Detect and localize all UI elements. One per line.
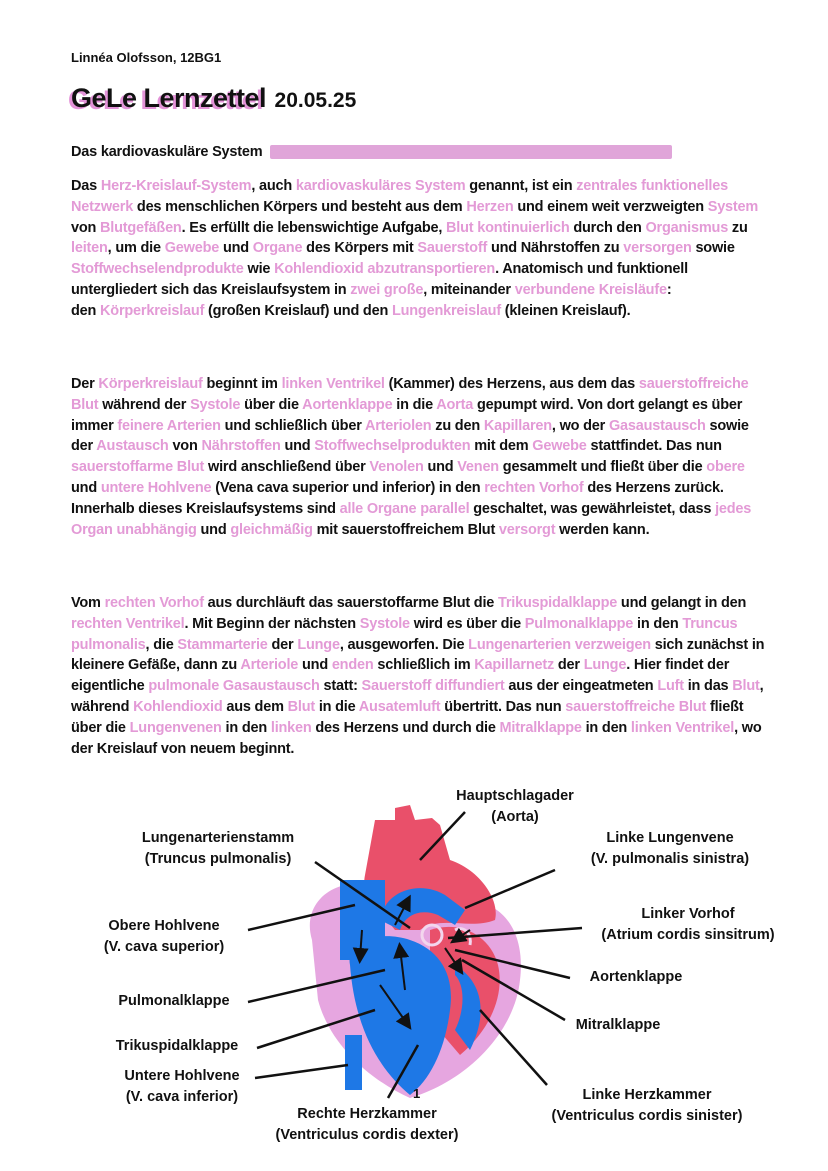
label-aorta [425, 786, 605, 828]
label-ohv-latin: (V. cava superior) [103, 939, 225, 955]
label-aortenklappe: Aortenklappe [589, 969, 683, 985]
highlighted-term: rechten Vorhof [484, 479, 584, 496]
highlighted-term: Arteriole [240, 657, 299, 674]
paragraph-1 [71, 176, 771, 322]
highlighted-term: versorgt [498, 521, 556, 538]
highlighted-term: Stammarterie [177, 636, 268, 653]
highlighted-term: Blut [287, 698, 315, 715]
highlighted-term: Lungenvenen [129, 719, 222, 736]
highlighted-term: Lunge [297, 636, 340, 653]
author-line: Linnéa Olofsson, 12BG1 [71, 50, 222, 65]
highlighted-term: Venen [457, 459, 499, 476]
label-truncus-latin: (Truncus pulmonalis) [144, 851, 292, 867]
highlighted-term: Austausch [96, 438, 169, 455]
highlighted-term: untere Hohlvene [100, 479, 212, 496]
highlighted-term: Körperkreislauf [100, 302, 205, 319]
paragraph-text: Vom rechten Vorhof aus durchläuft das sauerstoffarme Blut die Trikuspidalklappe und gelangt in den rechten Ventrikel. Mit Beginn der nächsten Systole wird es über die Pulmonalklappe in den Truncus pulmonalis, die Stammarterie der Lunge, ausgeworfen. Die Lungenarterien verzweigen sich zunächst in kleinere Gefäße, dann zu Arteriole und enden schließlich im Kapillarnetz der Lunge. Hier findet der eigentliche pulmonale Gasaustausch statt: Sauerstoff diffundiert aus der eingeatmeten Luft in das Blut, während Kohlendioxid aus dem Blut in die Ausatemluft übertritt. Das nun sauerstoffreiche Blut fließt über die Lungenvenen in den linken des Herzens und durch die Mitralklappe in den linken Ventrikel, wo der Kreislauf von neuem beginnt. [71, 595, 765, 757]
highlighted-term: Luft [657, 678, 684, 695]
heart-diagram [0, 780, 828, 1160]
highlighted-term: Nährstoffen [201, 438, 281, 455]
highlighted-term: sauerstoffarme Blut [71, 459, 205, 476]
highlighted-term: Venolen [369, 459, 424, 476]
highlighted-term: Lungenkreislauf [391, 302, 501, 319]
section-title: Das kardiovaskuläre System [71, 144, 263, 160]
section-highlight-bar [270, 145, 672, 159]
highlighted-term: Sauerstoff [417, 240, 488, 257]
highlighted-term: System [707, 198, 759, 215]
paragraph-text: Das Herz-Kreislauf-System, auch kardiovaskuläres System genannt, ist ein zentrales funktionelles Netzwerk des menschlichen Körpers und besteht aus dem Herzen und einem weit verzweigten System von Blutgefäßen. Es erfüllt die lebenswichtige Aufgabe, Blut kontinuierlich durch den Organismus zu leiten, um die Gewebe und Organe des Körpers mit Sauerstoff und Nährstoffen zu versorgen sowie Stoffwechselendprodukte wie Kohlendioxid abzutransportieren. Anatomisch und funktionell untergliedert sich das Kreislaufsystem in zwei große, miteinander verbundene Kreisläufe: den Körperkreislauf (großen Kreislauf) und den Lungenkreislauf (kleinen Kreislauf). [71, 178, 759, 319]
highlighted-term: Herz-Kreislauf-System [100, 178, 252, 194]
page-date: 20.05.25 [274, 89, 357, 112]
highlighted-term: linken Ventrikel [281, 376, 385, 392]
highlighted-term: zentrales funktionelles Netzwerk [71, 178, 728, 215]
highlighted-term: obere [706, 459, 745, 476]
label-untere-hohlvene [107, 1066, 257, 1108]
label-aorta-name: Hauptschlagader [456, 788, 574, 804]
highlighted-term: Kapillaren [483, 417, 552, 434]
label-lvorhof-name: Linker Vorhof [641, 906, 735, 922]
highlighted-term: jedes Organ unabhängig [71, 500, 752, 538]
highlighted-term: Blut [732, 678, 760, 695]
label-linker-vorhof [583, 904, 793, 946]
label-trikuspidalklappe: Trikuspidalklappe [115, 1038, 239, 1054]
highlighted-term: Gewebe [164, 240, 220, 257]
highlighted-term: Organismus [645, 219, 729, 236]
label-lungenvene [570, 828, 770, 870]
label-lhk-latin: (Ventriculus cordis sinister) [551, 1108, 743, 1124]
label-ohv-name: Obere Hohlvene [108, 918, 220, 934]
highlighted-term: gleichmäßig [230, 521, 313, 538]
highlighted-term: Systole [190, 396, 241, 413]
highlighted-term: alle Organe parallel [339, 500, 470, 517]
highlighted-term: Truncus pulmonalis [71, 615, 738, 653]
highlighted-term: Blutgefäßen [100, 219, 182, 236]
highlighted-term: feinere Arterien [117, 417, 221, 434]
highlighted-term: Systole [359, 615, 410, 632]
label-lhk-name: Linke Herzkammer [582, 1087, 712, 1103]
highlighted-term: Organe [252, 240, 303, 257]
label-mitralklappe: Mitralklappe [575, 1017, 661, 1033]
paragraph-2 [71, 374, 771, 540]
highlighted-term: Aortenklappe [302, 396, 393, 413]
paragraph-text: Der Körperkreislauf beginnt im linken Ventrikel (Kammer) des Herzens, aus dem das sauerstoffreiche Blut während der Systole über die Aortenklappe in die Aorta gepumpt wird. Von dort gelangt es über immer feinere Arterien und schließlich über Arteriolen zu den Kapillaren, wo der Gasaustausch sowie der Austausch von Nährstoffen und Stoffwechselprodukten mit dem Gewebe stattfindet. Das nun sauerstoffarme Blut wird anschließend über Venolen und Venen gesammelt und fließt über die obere und untere Hohlvene (Vena cava superior und inferior) in den rechten Vorhof des Herzens zurück. Innerhalb dieses Kreislaufsystems sind alle Organe parallel geschaltet, was gewährleistet, dass jedes Organ unabhängig und gleichmäßig mit sauerstoffreichem Blut versorgt werden kann. [71, 376, 752, 538]
label-uhv-latin: (V. cava inferior) [125, 1089, 239, 1105]
highlighted-term: sauerstoffreiche Blut [71, 376, 749, 413]
label-rechte-herzkammer [252, 1104, 482, 1146]
highlighted-term: linken Ventrikel [630, 719, 735, 736]
highlighted-term: Stoffwechselprodukten [314, 438, 471, 455]
highlighted-term: Lungenarterien verzweigen [468, 636, 651, 653]
highlighted-term: Gewebe [532, 438, 587, 455]
label-lungenvene-name: Linke Lungenvene [606, 830, 734, 846]
title-row [71, 83, 356, 114]
highlighted-term: rechten Vorhof [104, 595, 204, 611]
highlighted-term: rechten Ventrikel [71, 615, 185, 632]
label-rhk-latin: (Ventriculus cordis dexter) [275, 1127, 459, 1143]
label-uhv-name: Untere Hohlvene [124, 1068, 240, 1084]
highlighted-term: verbundene Kreisläufe [514, 281, 667, 298]
highlighted-term: linken [270, 719, 312, 736]
section-header [71, 144, 672, 160]
label-aorta-latin: (Aorta) [491, 809, 539, 825]
highlighted-term: Pulmonalklappe [524, 615, 634, 632]
highlighted-term: Aorta [436, 396, 474, 413]
highlighted-term: versorgen [623, 240, 692, 257]
label-truncus-name: Lungenarterienstamm [141, 830, 295, 846]
highlighted-term: Kohlendioxid [133, 698, 223, 715]
highlighted-term: Blut kontinuierlich [446, 219, 570, 236]
highlighted-term: Trikuspidalklappe [498, 595, 618, 611]
highlighted-term: leiten [71, 240, 108, 257]
highlighted-term: Mitralklappe [499, 719, 582, 736]
highlighted-term: Sauerstoff diffundiert [361, 678, 505, 695]
highlighted-term: sauerstoffreiche Blut [565, 698, 707, 715]
label-linke-herzkammer [530, 1085, 764, 1127]
highlighted-term: Stoffwechselendprodukte [71, 261, 244, 278]
highlighted-term: Ausatemluft [358, 698, 441, 715]
highlighted-term: kardiovaskuläres System [295, 178, 466, 194]
highlighted-term: Lunge [583, 657, 627, 674]
highlighted-term: Arteriolen [364, 417, 432, 434]
label-lvorhof-latin: (Atrium cordis sinsitrum) [601, 927, 775, 943]
page-title: GeLe Lernzettel [71, 83, 267, 113]
highlighted-term: pulmonale Gasaustausch [148, 678, 320, 695]
label-pulmonalklappe: Pulmonalklappe [118, 993, 230, 1009]
highlighted-term: Kohlendioxid abzutransportieren [274, 261, 496, 278]
highlighted-term: Körperkreislauf [98, 376, 203, 392]
highlighted-term: enden [331, 657, 374, 674]
label-lungenvene-latin: (V. pulmonalis sinistra) [590, 851, 750, 867]
paragraph-3 [71, 593, 771, 759]
label-truncus [113, 828, 323, 870]
highlighted-term: Herzen [466, 198, 514, 215]
highlighted-term: Gasaustausch [608, 417, 706, 434]
label-rhk-name: Rechte Herzkammer [297, 1106, 437, 1122]
label-obere-hohlvene [84, 916, 244, 958]
highlighted-term: zwei große [350, 281, 424, 298]
highlighted-term: Kapillarnetz [474, 657, 555, 674]
page-number: 1 [413, 1086, 421, 1101]
